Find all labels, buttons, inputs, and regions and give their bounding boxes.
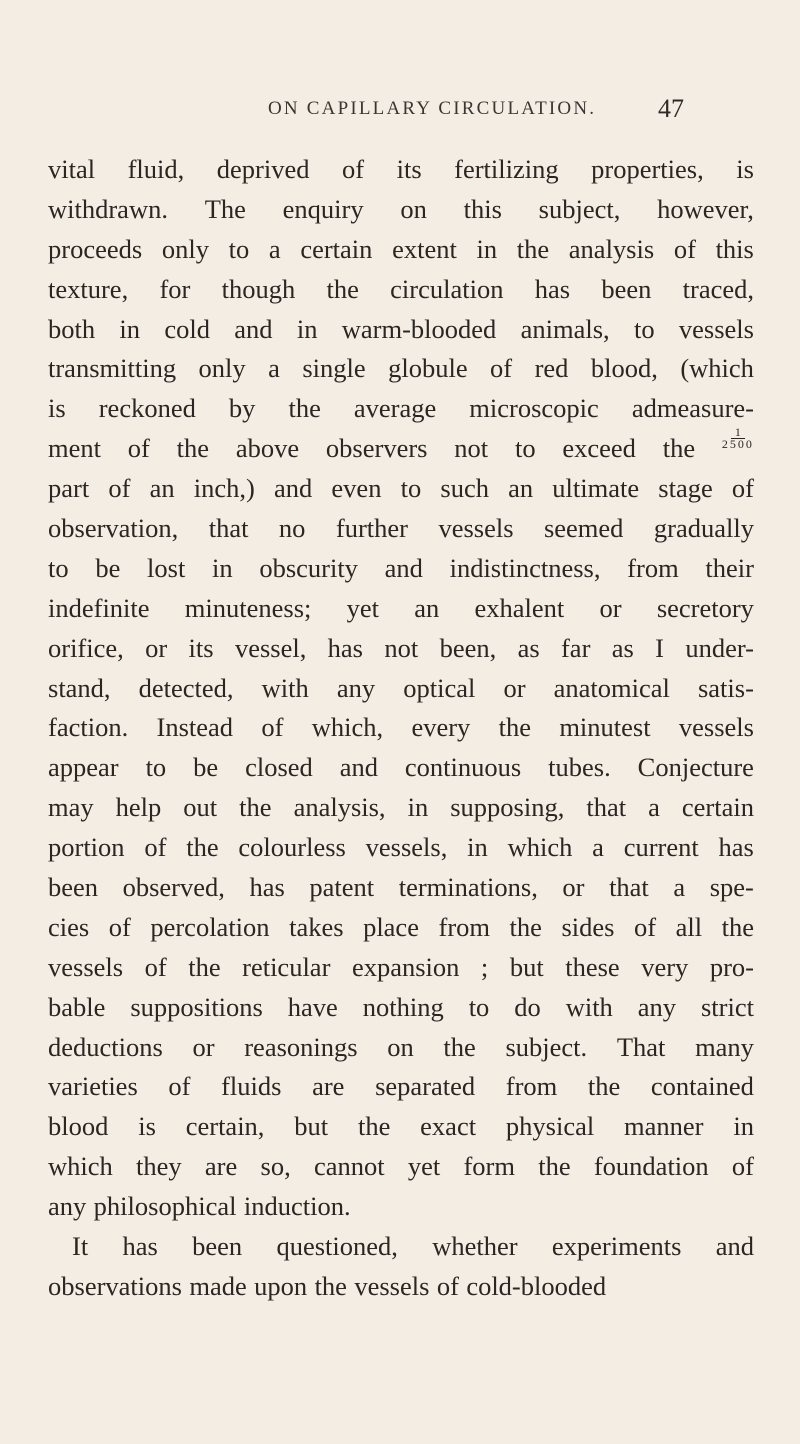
text-line: portion of the colourless vessels, in which a current has (48, 832, 754, 863)
text-line: deductions or reasonings on the subject. That many (48, 1031, 754, 1062)
text-line: transmitting only a single globule of red blood, (which (48, 353, 754, 384)
text-line: texture, for though the circulation has been traced, (48, 273, 754, 304)
paragraph-2 (48, 1227, 754, 1307)
text-line: withdrawn. The enquiry on this subject, however, (48, 193, 754, 224)
text-line: to be lost in obscurity and indistinctness, from their (48, 552, 754, 583)
text-line: cies of percolation takes place from the sides of all the (48, 911, 754, 942)
page-number: 47 (658, 94, 684, 123)
text-line: bable suppositions have nothing to do with any strict (48, 991, 754, 1022)
text-line: appear to be closed and continuous tubes. Conjecture (48, 752, 754, 783)
page-header (0, 94, 800, 126)
running-head: ON CAPILLARY CIRCULATION. (268, 98, 597, 119)
fraction-denominator: 2500 (721, 437, 754, 452)
paragraph-1 (48, 150, 754, 1227)
text-line: stand, detected, with any optical or anatomical satis- (48, 672, 754, 703)
fraction (722, 427, 754, 467)
text-line: observations made upon the vessels of cold-blooded (48, 1270, 607, 1301)
text-line: observation, that no further vessels seemed gradually (48, 513, 754, 544)
fraction-numerator: 1 (731, 427, 745, 439)
text-line: vessels of the reticular expansion ; but these very pro- (48, 951, 754, 982)
text-line: faction. Instead of which, every the minutest vessels (48, 712, 754, 743)
text-line: vital fluid, deprived of its fertilizing properties, is (48, 154, 754, 184)
text-line: any philosophical induction. (48, 1191, 351, 1222)
text-line: indefinite minuteness; yet an exhalent or secretory (48, 592, 754, 623)
text-line: may help out the analysis, in supposing, that a certain (48, 792, 754, 823)
text-line: orifice, or its vessel, has not been, as far as I under- (48, 632, 754, 663)
text-line: both in cold and in warm-blooded animals, to vessels (48, 313, 754, 344)
text-line: part of an inch,) and even to such an ultimate stage of (48, 473, 754, 504)
text-line: It has been questioned, whether experiments and (72, 1231, 754, 1262)
text-line: proceeds only to a certain extent in the analysis of this (48, 233, 754, 264)
text-line: been observed, has patent terminations, or that a spe- (48, 872, 754, 903)
text-line: is reckoned by the average microscopic admeasure- (48, 393, 754, 424)
body-text (48, 150, 754, 1307)
text-line: which they are so, cannot yet form the foundation of (48, 1151, 754, 1182)
text-line: blood is certain, but the exact physical manner in (48, 1111, 754, 1142)
text-line: ment of the above observers not to exceed the $\frac{1}{2500}$ (48, 429, 754, 469)
text-line: varieties of fluids are separated from the contained (48, 1071, 754, 1102)
